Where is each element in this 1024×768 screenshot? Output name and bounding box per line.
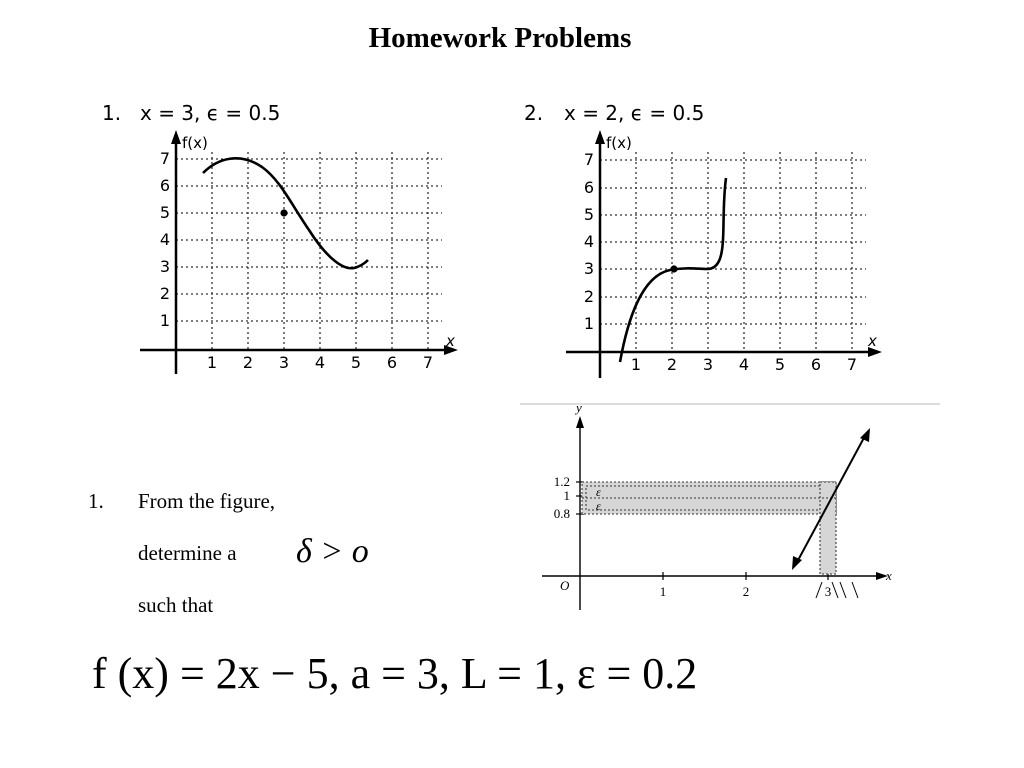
graph-2-function (620, 178, 749, 362)
graph-2-xtick: 6 (810, 355, 822, 374)
figure-3-xtick: 3 (824, 584, 832, 599)
graph-1-xtick: 4 (314, 353, 326, 372)
graph-2-ylabel: f(x) (606, 134, 632, 152)
graph-1-grid (176, 152, 442, 350)
graph-1 (90, 92, 490, 392)
graph-2 (510, 92, 910, 392)
graph-2-condition: x = 2, ϵ = 0.5 (564, 101, 705, 125)
question-number: 1. (88, 489, 104, 513)
graph-1-point (280, 209, 287, 216)
graph-2-ytick: 3 (583, 259, 594, 278)
figure-3-origin: O (560, 578, 570, 593)
graph-1-ytick: 1 (159, 311, 170, 330)
graph-1-ylabel: f(x) (182, 134, 208, 152)
graph-1-xtick: 7 (422, 353, 434, 372)
figure-3-ytick: 0.8 (553, 506, 570, 521)
graph-1-ytick: 7 (159, 149, 170, 168)
delta-expression: δ > o (296, 533, 369, 570)
epsilon-label: ε (596, 499, 601, 513)
graph-2-ytick: 7 (583, 150, 594, 169)
function-definition: f (x) = 2x − 5, a = 3, L = 1, ε = 0.2 (92, 649, 698, 698)
graph-2-xlabel: x (868, 332, 877, 350)
graph-1-ytick: 4 (159, 230, 170, 249)
graph-2-ytick: 5 (583, 205, 594, 224)
figure-3-xtick: 2 (742, 584, 750, 599)
graph-2-ytick: 4 (583, 232, 594, 251)
figure-3-ylabel: y (576, 400, 582, 415)
graph-2-ytick: 1 (583, 314, 594, 333)
figure-3-delta-marks (816, 582, 858, 598)
epsilon-delta-figure (520, 398, 940, 618)
graph-2-plot (620, 212, 746, 362)
figure-3-ytick: 1.2 (553, 474, 570, 489)
graph-2-main-curve (620, 178, 746, 362)
graph-2-xtick: 7 (846, 355, 858, 374)
graph-2-ytick: 2 (583, 287, 594, 306)
graph-1-xtick: 5 (350, 353, 362, 372)
question-line-1: From the figure, (138, 489, 276, 513)
figure-3-ytick: 1 (563, 488, 570, 503)
graph-2-xtick: 2 (666, 355, 678, 374)
graph-2-curve (620, 180, 750, 362)
figure-3-xlabel: x (886, 568, 892, 583)
graph-1-condition: x = 3, ϵ = 0.5 (140, 101, 281, 125)
graph-2-point (670, 265, 677, 272)
graph-1-label: 1. (102, 101, 122, 125)
graph-2-grid (600, 152, 866, 352)
graph-1-xlabel: x (446, 332, 455, 350)
graph-2-label: 2. (524, 101, 544, 125)
graph-2-cubic-curve (620, 212, 750, 362)
graph-1-ytick: 3 (159, 257, 170, 276)
graph-1-xtick: 2 (242, 353, 254, 372)
graph-2-xtick: 5 (774, 355, 786, 374)
graph-1-xtick: 6 (386, 353, 398, 372)
graph-2-xtick: 1 (630, 355, 642, 374)
graph-1-ytick: 2 (159, 284, 170, 303)
page-title: Homework Problems (368, 22, 632, 54)
graph-2-xtick: 4 (738, 355, 750, 374)
graph-2-drawn-curve (620, 178, 750, 362)
figure-3-xtick: 1 (659, 584, 667, 599)
question-line-3: such that (138, 593, 214, 617)
question-line-2: determine a (138, 541, 237, 565)
epsilon-label: ε (596, 485, 601, 499)
graph-2-ytick: 6 (583, 178, 594, 197)
graph-1-xtick: 1 (206, 353, 218, 372)
graph-1-xtick: 3 (278, 353, 290, 372)
graph-1-ytick: 5 (159, 203, 170, 222)
graph-2-xtick: 3 (702, 355, 714, 374)
graph-1-ytick: 6 (159, 176, 170, 195)
